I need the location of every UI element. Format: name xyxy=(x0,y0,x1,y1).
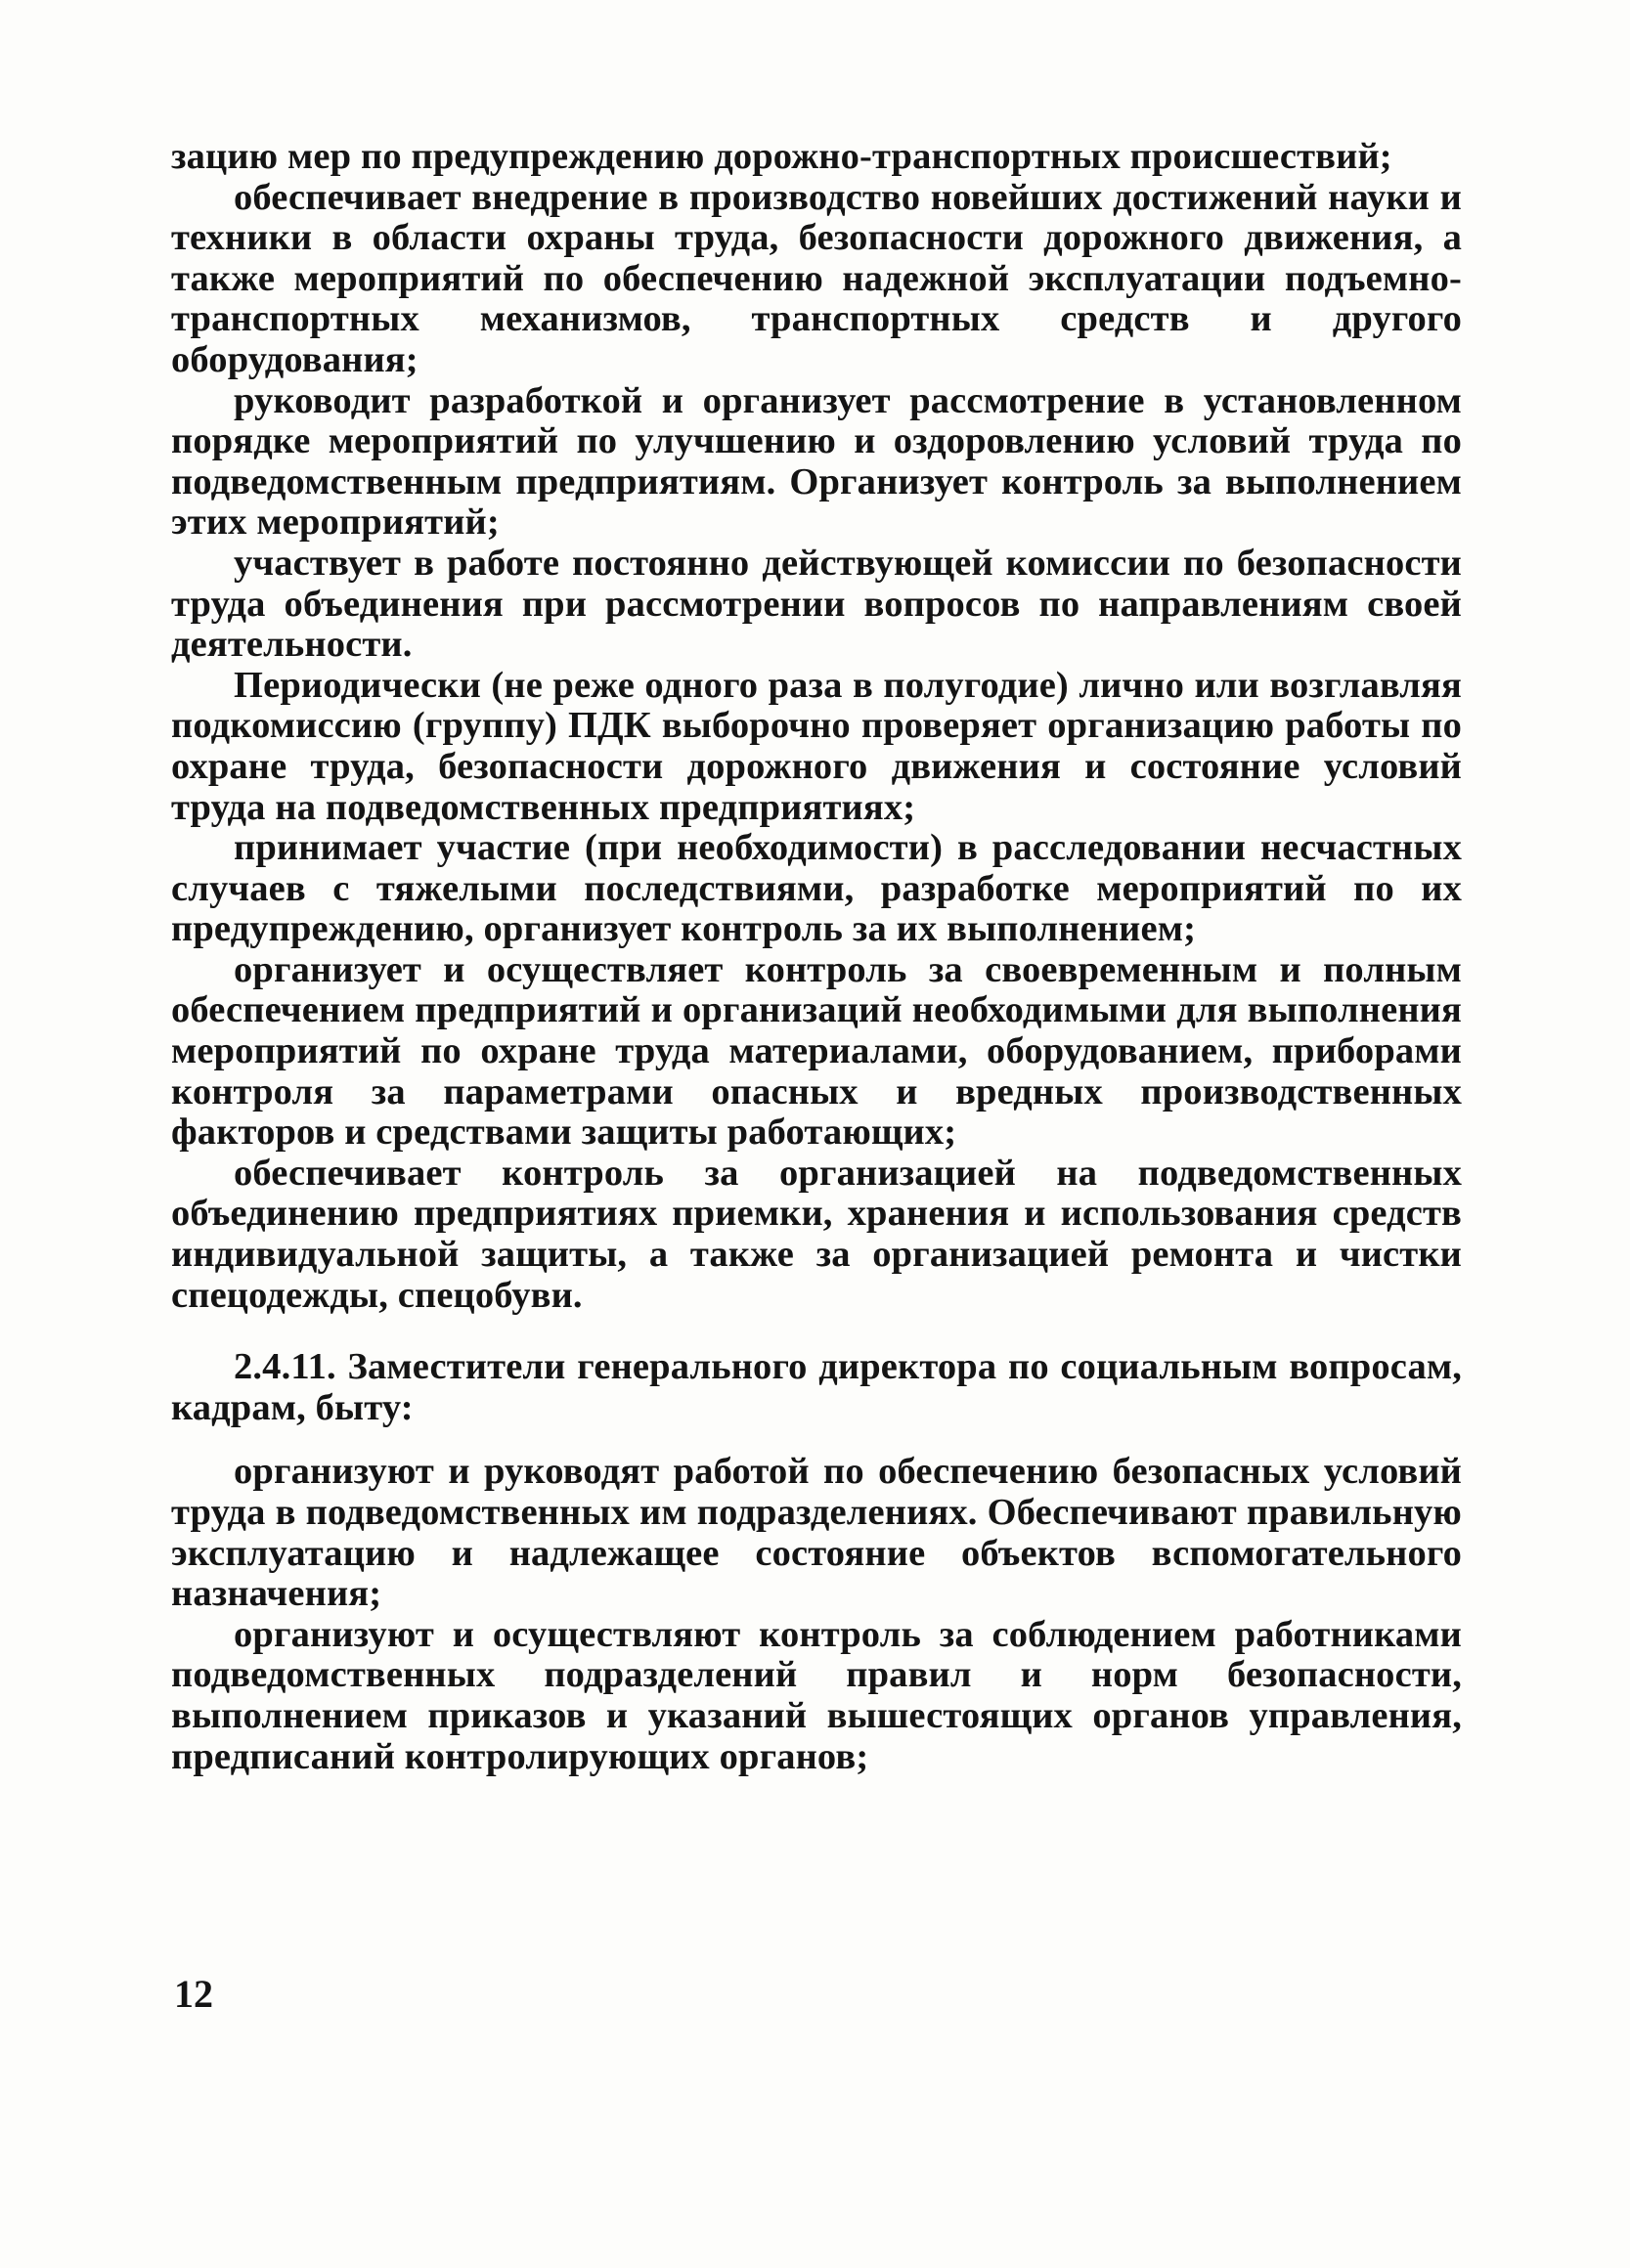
paragraph-7: организует и осуществляет контроль за своевременным и полным обеспечением предприятий и организаций необходимыми для выполнения мероприятий по охране труда материалами, оборудованием, приборами контроля за параметрами опасных и вредных производственных факторов и средствами защиты работающих; xyxy=(171,948,1462,1154)
section-number: 2.4.11. xyxy=(234,1346,336,1388)
paragraph-5: Периодически (не реже одного раза в полугодие) лично или возглавляя подкомиссию (группу) ПДК выборочно проверяет организацию работы по охране труда, безопасности дорожного движения и состояние условий труда на подведомственных предприятиях; xyxy=(171,664,1462,828)
section-paragraph-2: организуют и осуществляют контроль за соблюдением работниками подведомственных подразделений правил и норм безопасности, выполнением приказов и указаний вышестоящих органов управления, предписаний контролирующих органов; xyxy=(171,1613,1462,1777)
paragraph-6: принимает участие (при необходимости) в расследовании несчастных случаев с тяжелыми последствиями, разработке мероприятий по их предупреждению, организует контроль за их выполнением; xyxy=(171,827,1462,950)
body-text xyxy=(171,137,1462,1777)
section-paragraph-1: организуют и руководят работой по обеспечению безопасных условий труда в подведомственных им подразделениях. Обеспечивают правильную эксплуатацию и надлежащее состояние объектов вспомогательного назначения; xyxy=(171,1451,1462,1615)
paragraph-3: руководит разработкой и организует рассмотрение в установленном порядке мероприятий по улучшению и оздоровлению условий труда по подведомственным предприятиям. Организует контроль за выполнением этих мероприятий; xyxy=(171,379,1462,544)
paragraph-2: обеспечивает внедрение в производство новейших достижений науки и техники в области охраны труда, безопасности дорожного движения, а также мероприятий по обеспечению надежной эксплуатации подъемно-транспортных механизмов, транспортных средств и другого оборудования; xyxy=(171,176,1462,380)
paragraph-4: участвует в работе постоянно действующей комиссии по безопасности труда объединения при рассмотрении вопросов по направлениям своей деятельности. xyxy=(171,542,1462,666)
paragraph-1: зацию мер по предупреждению дорожно-транспортных происшествий; xyxy=(171,136,1392,177)
paragraph-8: обеспечивает контроль за организацией на подведомственных объединению предприятиях приемки, хранения и использования средств индивидуальной защиты, а также за организацией ремонта и чистки спецодежды, спецобуви. xyxy=(171,1152,1462,1316)
section-title: Заместители генерального директора по социальным вопросам, кадрам, быту: xyxy=(171,1346,1463,1428)
page-number: 12 xyxy=(174,1972,213,2016)
section-heading xyxy=(171,1347,1462,1428)
